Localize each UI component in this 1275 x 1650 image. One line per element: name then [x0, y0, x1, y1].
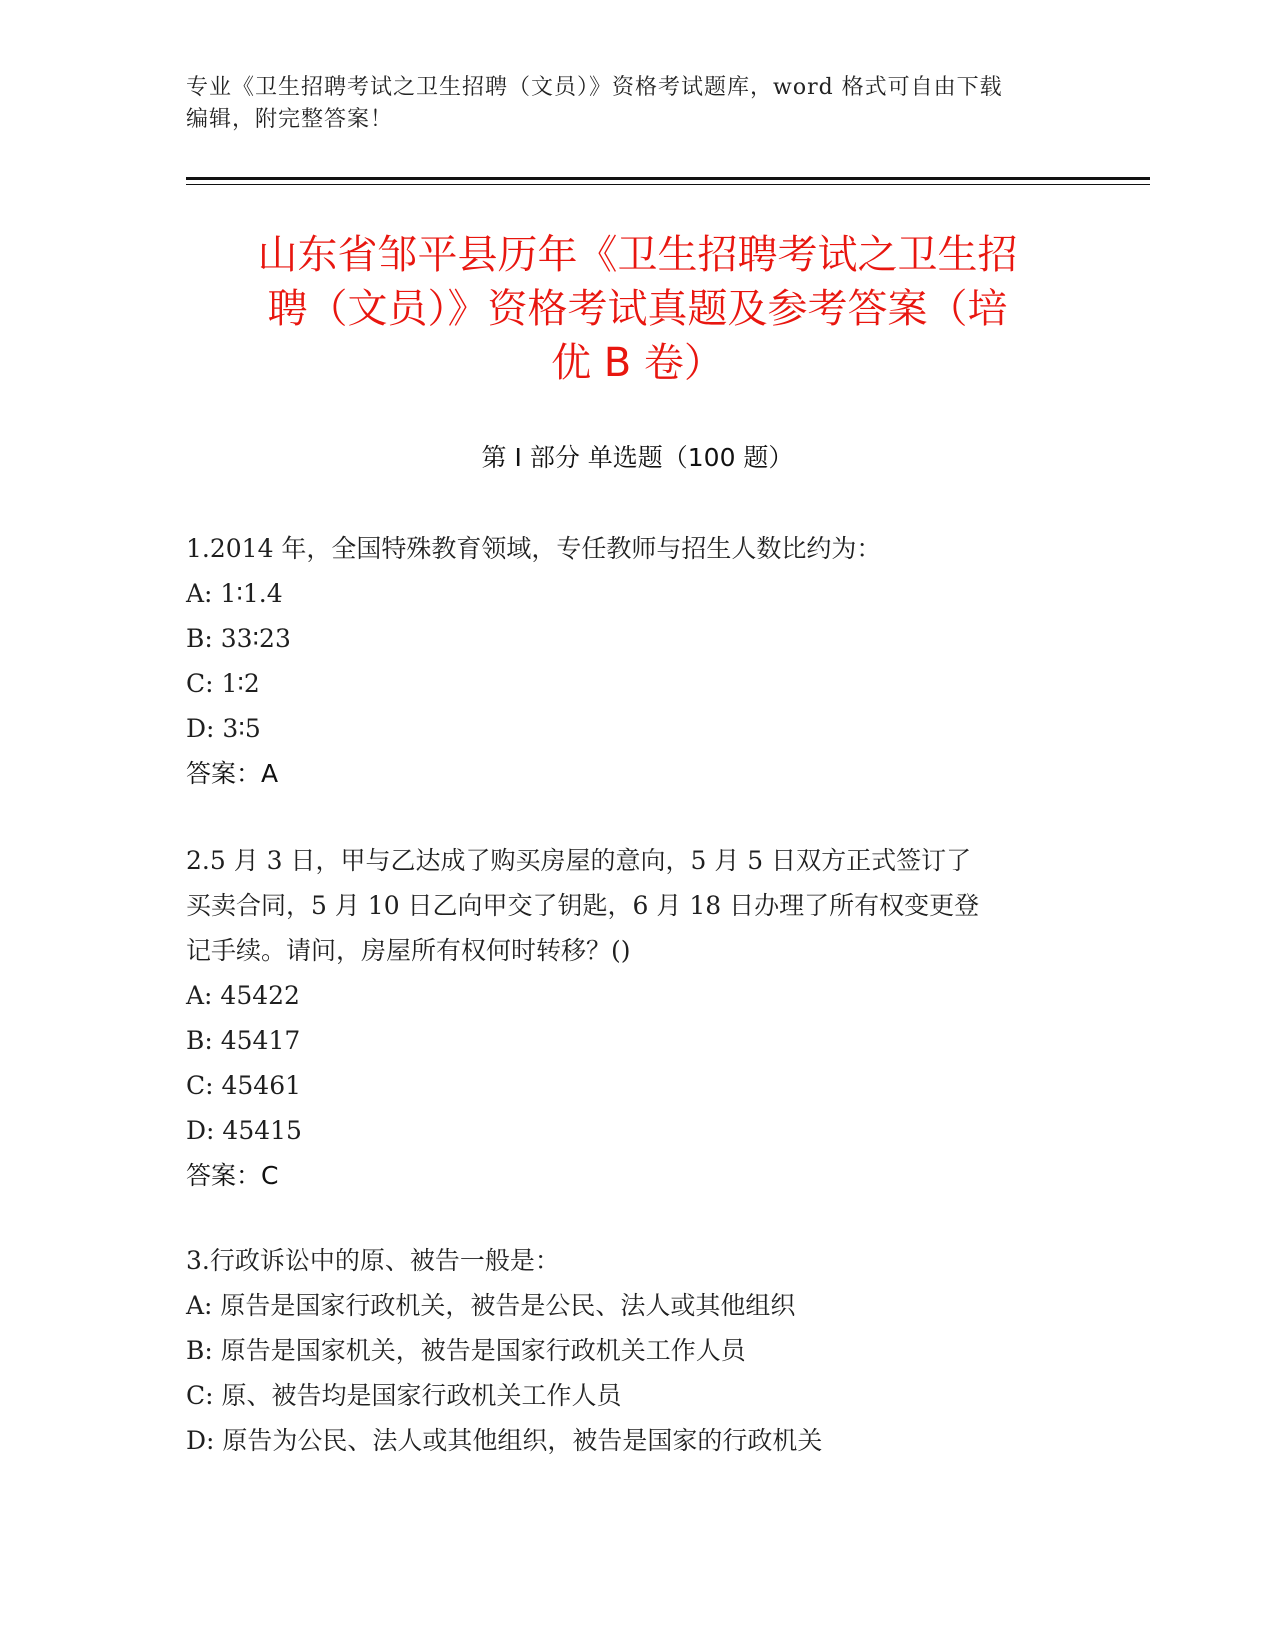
- option-d: D: 3∶5: [186, 714, 261, 743]
- title-line: 优 B 卷）: [551, 340, 724, 386]
- option-b: B: 45417: [186, 1026, 301, 1055]
- answer: 答案：A: [186, 759, 279, 788]
- option-b: B: 33∶23: [186, 624, 291, 653]
- title-line: 山东省邹平县历年《卫生招聘考试之卫生招: [257, 232, 1018, 278]
- question-block: [186, 1238, 1086, 1463]
- answer: 答案：C: [186, 1161, 279, 1190]
- section-heading: 第 I 部分 单选题（100 题）: [481, 443, 794, 472]
- option-a: A: 45422: [186, 981, 300, 1010]
- option-c: C: 1∶2: [186, 669, 260, 698]
- option-c: C: 原、被告均是国家行政机关工作人员: [186, 1381, 622, 1410]
- question-stem: 3.行政诉讼中的原、被告一般是：: [186, 1246, 560, 1275]
- question-stem: 买卖合同，5 月 10 日乙向甲交了钥匙，6 月 18 日办理了所有权变更登: [186, 891, 980, 920]
- header-note-line: 专业《卫生招聘考试之卫生招聘（文员）》资格考试题库，word 格式可自由下载: [186, 75, 1003, 100]
- option-c: C: 45461: [186, 1071, 302, 1100]
- option-d: D: 45415: [186, 1116, 302, 1145]
- question-stem: 记手续。请问，房屋所有权何时转移？(): [186, 936, 631, 965]
- question-block: [186, 526, 1086, 796]
- option-b: B: 原告是国家机关，被告是国家行政机关工作人员: [186, 1336, 746, 1365]
- header-note-line: 编辑，附完整答案！: [186, 107, 394, 132]
- question-stem: 2.5 月 3 日，甲与乙达成了购买房屋的意向，5 月 5 日双方正式签订了: [186, 846, 972, 875]
- question-block: [186, 838, 1086, 1198]
- option-a: A: 1∶1.4: [186, 579, 283, 608]
- document-title: [150, 228, 1125, 390]
- title-line: 聘（文员）》资格考试真题及参考答案（培: [267, 286, 1008, 332]
- header-rule-thin: [186, 184, 1150, 185]
- question-stem: 1.2014 年，全国特殊教育领域，专任教师与招生人数比约为：: [186, 534, 882, 563]
- header-note: [186, 72, 1066, 136]
- option-d: D: 原告为公民、法人或其他组织，被告是国家的行政机关: [186, 1426, 823, 1455]
- header-rule-thick: [186, 177, 1150, 180]
- option-a: A: 原告是国家行政机关，被告是公民、法人或其他组织: [186, 1291, 796, 1320]
